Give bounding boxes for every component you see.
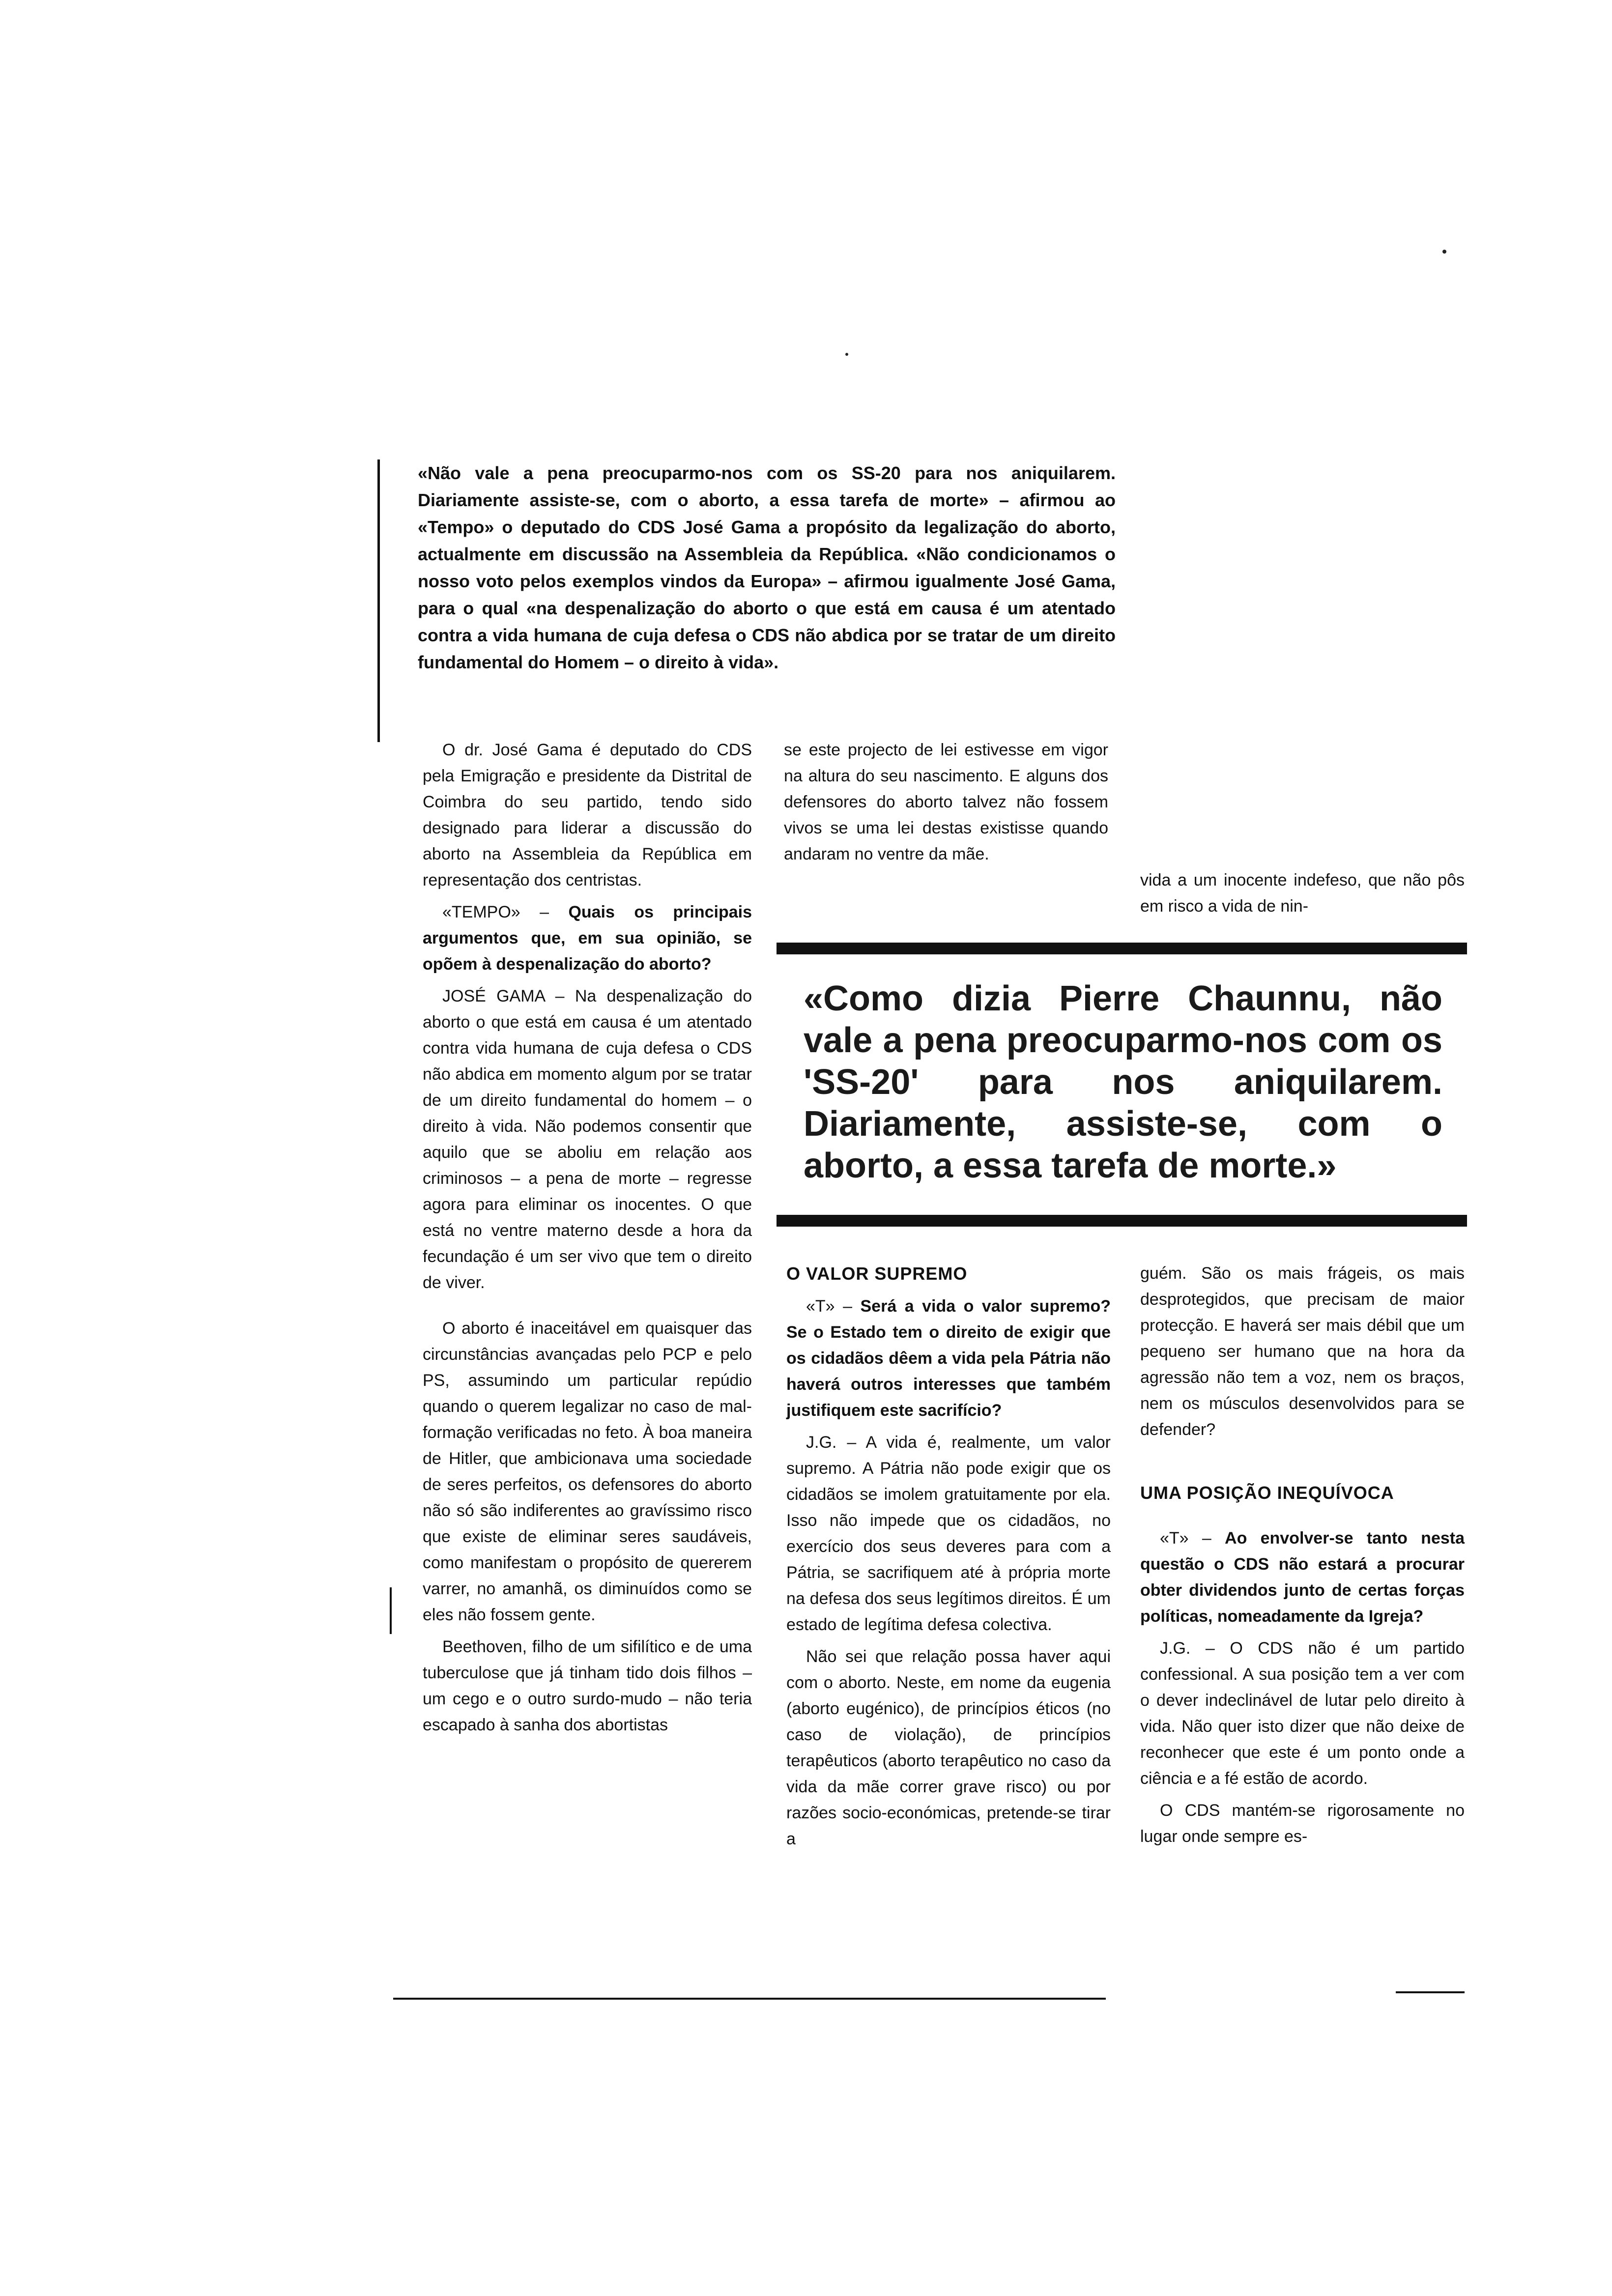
col3-top-paragraph: vida a um inocente indefeso, que não pôs em risco a vida de nin-: [1140, 871, 1465, 916]
question-label: «T» –: [806, 1297, 852, 1316]
col1-question: [423, 899, 752, 977]
col1-answer: [423, 983, 752, 1296]
col3-question: [1140, 1525, 1465, 1630]
column-2-top: [784, 737, 1108, 873]
col3-answer: [1140, 1636, 1465, 1792]
column-3-top: [1140, 867, 1465, 925]
answer-label: J.G. –: [1160, 1639, 1215, 1658]
col3-paragraph-1: guém. São os mais frágeis, os mais desprotegidos, que precisam de maior protecção. E haverá ser mais débil que um pequeno ser humano que na hora da agressão não tem a voz, nem os braços, nem os músculos desenvolvidos para se defender?: [1140, 1264, 1465, 1439]
column-margin-mark: [390, 1587, 392, 1634]
answer-text: A vida é, realmente, um valor supremo. A Pátria não pode exigir que os cidadãos se imolem gratuitamente por ela. Isso não impede que os cidadãos, no exercício dos seus deveres para com a Pátria, se sacrifiquem até à própria morte na defesa dos seus legítimos direitos. É um estado de legítima defesa colectiva.: [786, 1433, 1111, 1634]
col1-paragraph-2: O aborto é inaceitável em quaisquer das circunstâncias avançadas pelo PCP e pelo PS, assumindo um particular repúdio quando o querem legalizar no caso de mal-formação verificadas no feto. À boa maneira de Hitler, que ambicionava uma sociedade de seres perfeitos, os defensores do aborto não só são indiferentes ao gravíssimo risco que existe de eliminar seres saudáveis, como manifestam o propósito de quererem varrer, no amanhã, os diminuídos como se eles não fossem gente.: [423, 1319, 752, 1624]
col2-paragraph-2: Não sei que relação possa haver aqui com o aborto. Neste, em nome da eugenia (aborto eugénico), de princípios éticos (no caso de violação), de princípios terapêuticos (aborto terapêutico no caso da vida da mãe correr grave risco) ou por razões socio-económicas, pretende-se tirar a: [786, 1647, 1111, 1848]
pull-quote-bottom-rule: [777, 1215, 1467, 1227]
question-label: «TEMPO» –: [442, 903, 549, 921]
pull-quote-top-rule: [777, 943, 1467, 954]
col2-top-paragraph: se este projecto de lei estivesse em vigor na altura do seu nascimento. E alguns dos defensores do aborto talvez não fossem vivos se uma lei destas existisse quando andaram no ventre da mãe.: [784, 741, 1108, 863]
answer-label: JOSÉ GAMA –: [442, 987, 565, 1005]
lead-paragraph: «Não vale a pena preocuparmo-nos com os SS-20 para nos aniquilarem. Diariamente assiste-se, com o aborto, a essa tarefa de morte» – afirmou ao «Tempo» o deputado do CDS José Gama a propósito da legalização do aborto, actualmente em discussão na Assembleia da República. «Não condicionamos o nosso voto pelos exemplos vindos da Europa» – afirmou igualmente José Gama, para o qual «na despenalização do aborto o que está em causa é um atentado contra a vida humana de cuja defesa o CDS não abdica por se tratar de um direito fundamental do Homem – o direito à vida».: [418, 463, 1116, 672]
section-heading-posicao-inequivoca: UMA POSIÇÃO INEQUÍVOCA: [1140, 1483, 1394, 1503]
section-heading-valor-supremo: O VALOR SUPREMO: [786, 1263, 968, 1284]
column-2: [786, 1261, 1111, 1858]
continuation-dash: [1396, 1991, 1465, 1993]
article-bottom-rule: [393, 1998, 1106, 2000]
article-left-border: [377, 459, 380, 742]
col1-intro: O dr. José Gama é deputado do CDS pela Emigração e presidente da Distrital de Coimbra do seu partido, tendo sido designado para liderar a discussão do aborto na Assembleia da República em representação dos centristas.: [423, 741, 752, 890]
scan-speck: [1442, 250, 1446, 254]
col1-paragraph-3: Beethoven, filho de um sifilítico e de uma tuberculose que já tinham tido dois filhos – um cego e o outro surdo-mudo – não teria escapado à sanha dos abortistas: [423, 1637, 752, 1734]
question-text: Será a vida o valor supremo? Se o Estado tem o direito de exigir que os cidadãos dêem a vida pela Pátria não haverá outros interesses que também justifiquem este sacrifício?: [786, 1297, 1111, 1420]
column-1: [423, 737, 752, 1744]
question-text: Ao envolver-se tanto nesta questão o CDS não estará a procurar obter dividendos junto de certas forças políticas, nomeadamente da Igreja?: [1140, 1529, 1465, 1626]
scan-speck: [845, 353, 848, 356]
col2-answer: [786, 1430, 1111, 1638]
answer-text: O CDS não é um partido confessional. A sua posição tem a ver com o dever indeclinável de lutar pelo direito à vida. Não quer isto dizer que não deixe de reconhecer que este é um ponto onde a ciência e a fé estão de acordo.: [1140, 1639, 1465, 1788]
question-label: «T» –: [1160, 1529, 1211, 1548]
question-text: Quais os principais argumentos que, em sua opinião, se opõem à despenalização do aborto?: [423, 903, 752, 974]
pull-quote: «Como dizia Pierre Chaunnu, não vale a pena preocuparmo-nos com os 'SS-20' para nos aniquilarem. Diariamente, assiste-se, com o aborto, a essa tarefa de morte.»: [804, 979, 1442, 1185]
col2-question: [786, 1293, 1111, 1424]
answer-label: J.G. –: [806, 1433, 857, 1452]
column-3: [1140, 1261, 1465, 1856]
answer-text: Na despenalização do aborto o que está em causa é um atentado contra vida humana de cuja defesa o CDS não abdica em momento algum por se tratar de um direito fundamental do homem – o direito à vida. Não podemos consentir que aquilo que se aboliu em relação aos criminosos – a pena de morte – regresse agora para eliminar os inocentes. O que está no ventre materno desde a hora da fecundação é um ser vivo que tem o direito de viver.: [423, 987, 752, 1292]
col3-paragraph-2: O CDS mantém-se rigorosamente no lugar onde sempre es-: [1140, 1801, 1465, 1846]
